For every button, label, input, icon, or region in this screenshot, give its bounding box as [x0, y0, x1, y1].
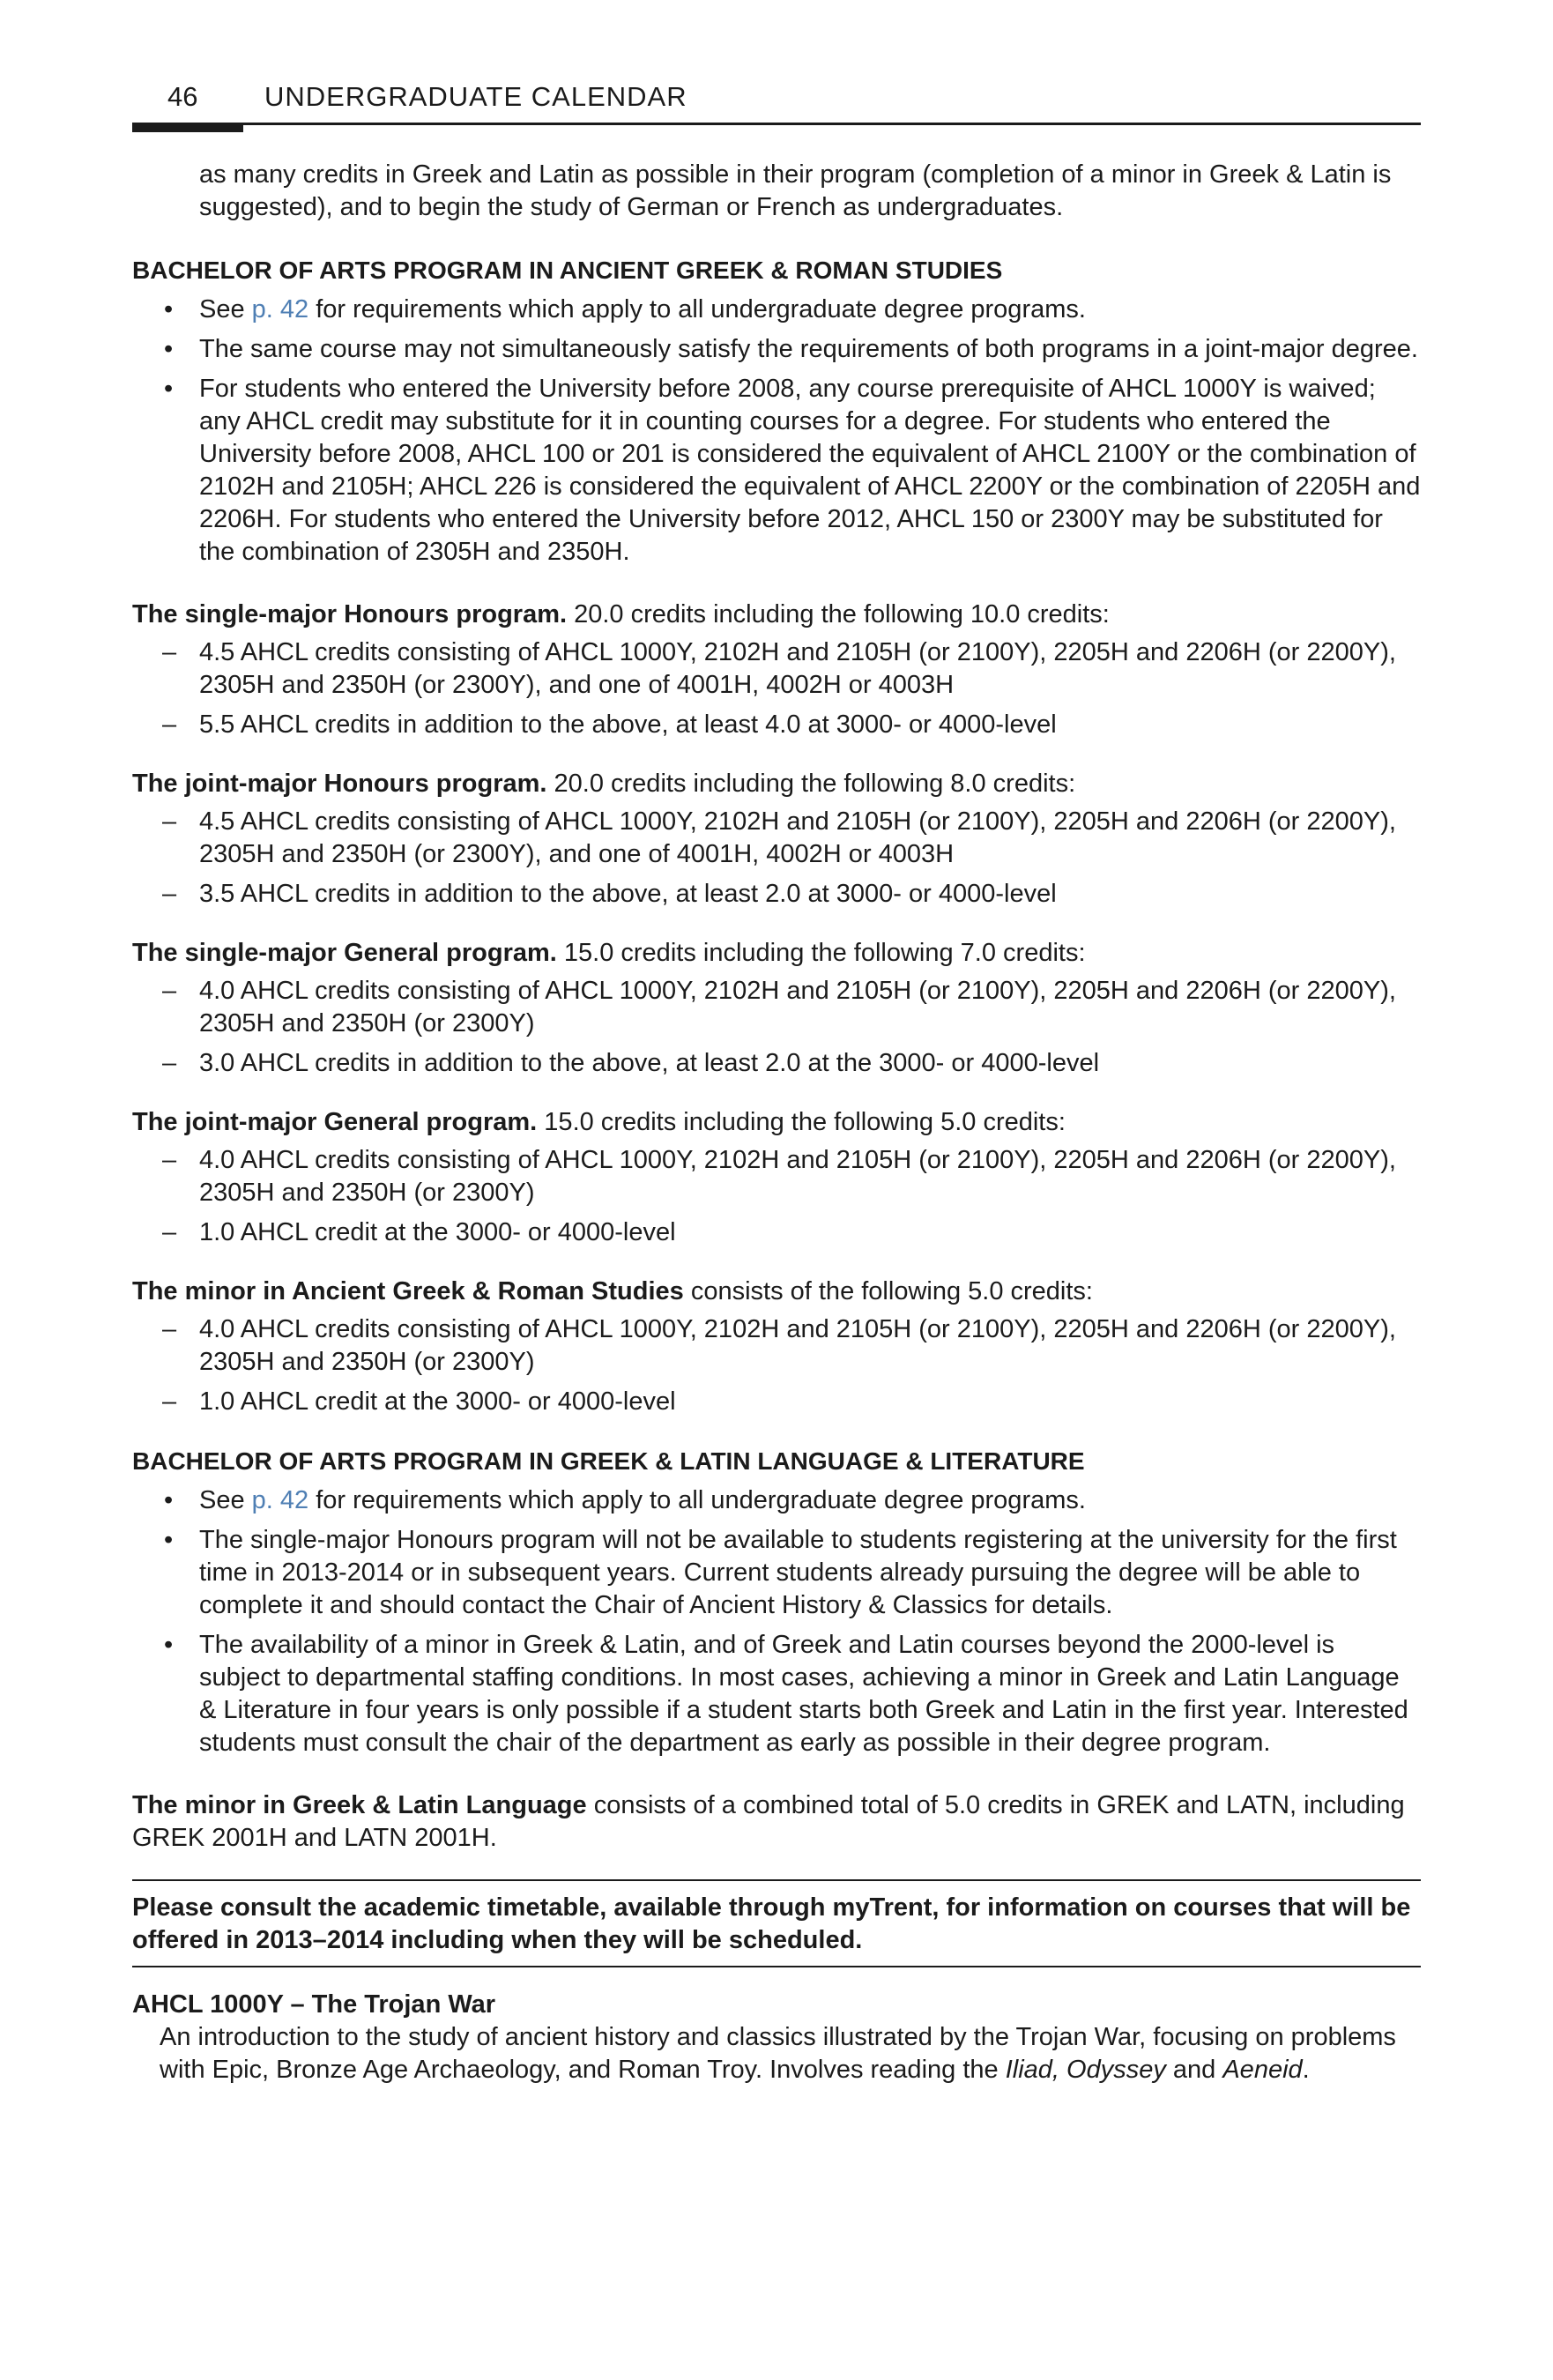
list-item: – 5.5 AHCL credits in addition to the above, at least 4.0 at 3000- or 4000-level: [132, 709, 1421, 741]
list-item: – 1.0 AHCL credit at the 3000- or 4000-level: [132, 1216, 1421, 1249]
list-item: – 3.5 AHCL credits in addition to the above, at least 2.0 at 3000- or 4000-level: [132, 878, 1421, 911]
page-content: [132, 159, 1421, 2086]
list-item: – 4.5 AHCL credits consisting of AHCL 1000Y, 2102H and 2105H (or 2100Y), 2205H and 2206H (or 2200Y), 2305H and 2350H (or 2300Y), and one of 4001H, 4002H or 4003H: [132, 636, 1421, 702]
running-title: UNDERGRADUATE CALENDAR: [264, 81, 687, 112]
section2-bullets: [132, 1484, 1421, 1759]
program-title-line: The single-major General program. 15.0 credits including the following 7.0 credits:: [132, 939, 1086, 967]
requirement-list: [132, 1144, 1421, 1249]
list-item: – 4.5 AHCL credits consisting of AHCL 1000Y, 2102H and 2105H (or 2100Y), 2205H and 2206H (or 2200Y), 2305H and 2350H (or 2300Y), and one of 4001H, 4002H or 4003H: [132, 806, 1421, 871]
section-heading-ancient-greek-roman: BACHELOR OF ARTS PROGRAM IN ANCIENT GREEK & ROMAN STUDIES: [132, 257, 1003, 284]
program-title-line: The joint-major Honours program. 20.0 credits including the following 8.0 credits:: [132, 770, 1076, 798]
list-item: – 4.0 AHCL credits consisting of AHCL 1000Y, 2102H and 2105H (or 2100Y), 2205H and 2206H (or 2200Y), 2305H and 2350H (or 2300Y): [132, 1144, 1421, 1209]
program-title: The joint-major Honours program.: [132, 770, 547, 798]
list-item: • The single-major Honours program will not be available to students registering at the university for the first time in 2013-2014 or in subsequent years. Current students already pursuing the degree will be able to complete it and should contact the Chair of Ancient History & Classics for details.: [132, 1524, 1421, 1622]
list-item: – 4.0 AHCL credits consisting of AHCL 1000Y, 2102H and 2105H (or 2100Y), 2205H and 2206H (or 2200Y), 2305H and 2350H (or 2300Y): [132, 975, 1421, 1040]
requirement-list: [132, 1313, 1421, 1418]
page-number: 46: [167, 81, 198, 112]
header-rule: [132, 123, 1421, 125]
program-block: [132, 1276, 1421, 1418]
requirement-list: [132, 806, 1421, 911]
list-item: • The same course may not simultaneously satisfy the requirements of both programs in a joint-major degree.: [132, 333, 1421, 366]
minor-greek-latin: The minor in Greek & Latin Language consists of a combined total of 5.0 credits in GREK and LATN, including GREK 2001H and LATN 2001H.: [132, 1791, 1405, 1852]
program-title: The minor in Greek & Latin Language: [132, 1791, 587, 1819]
program-title-line: The joint-major General program. 15.0 credits including the following 5.0 credits:: [132, 1108, 1066, 1136]
list-item: – 1.0 AHCL credit at the 3000- or 4000-level: [132, 1386, 1421, 1418]
section-heading-greek-latin: BACHELOR OF ARTS PROGRAM IN GREEK & LATIN LANGUAGE & LITERATURE: [132, 1447, 1085, 1475]
program-block: [132, 768, 1421, 911]
program-block: [132, 599, 1421, 741]
list-item: • See p. 42 for requirements which apply to all undergraduate degree programs.: [132, 294, 1421, 326]
list-item: • The availability of a minor in Greek & Latin, and of Greek and Latin courses beyond the 2000-level is subject to departmental staffing conditions. In most cases, achieving a minor in Greek and Latin Language & Literature in four years is only possible if a student starts both Greek and Latin in the first year. Interested students must consult the chair of the department as early as possible in their degree program.: [132, 1629, 1421, 1759]
program-title-line: The single-major Honours program. 20.0 credits including the following 10.0 credits:: [132, 600, 1110, 628]
course-title: AHCL 1000Y – The Trojan War: [132, 1990, 496, 2019]
header-tab-bar: [132, 123, 243, 132]
list-item: • For students who entered the University before 2008, any course prerequisite of AHCL 1000Y is waived; any AHCL credit may substitute for it in counting courses for a degree. For students who entered the University before 2008, AHCL 100 or 201 is considered the equivalent of AHCL 2100Y or the combination of 2102H and 2105H; AHCL 226 is considered the equivalent of AHCL 2200Y or the combination of 2205H and 2206H. For students who entered the University before 2012, AHCL 150 or 2300Y may be substituted for the combination of 2305H and 2350H.: [132, 373, 1421, 569]
list-item: – 3.0 AHCL credits in addition to the above, at least 2.0 at the 3000- or 4000-level: [132, 1047, 1421, 1080]
page-link[interactable]: p. 42: [251, 295, 309, 324]
course-entry: [132, 1989, 1421, 2086]
list-item: • See p. 42 for requirements which apply to all undergraduate degree programs.: [132, 1484, 1421, 1517]
requirement-list: [132, 975, 1421, 1080]
intro-paragraph: as many credits in Greek and Latin as possible in their program (completion of a minor in Greek & Latin is suggested), and to begin the study of German or French as undergraduates.: [199, 160, 1392, 221]
program-title-line: The minor in Ancient Greek & Roman Studies consists of the following 5.0 credits:: [132, 1277, 1093, 1305]
course-description: An introduction to the study of ancient history and classics illustrated by the Trojan War, focusing on problems with Epic, Bronze Age Archaeology, and Roman Troy. Involves reading the Iliad, Odyssey and Aeneid.: [160, 2023, 1396, 2084]
timetable-notice: Please consult the academic timetable, available through myTrent, for information on courses that will be offered in 2013–2014 including when they will be scheduled.: [132, 1879, 1421, 1967]
program-title: The joint-major General program.: [132, 1108, 538, 1136]
list-item: – 4.0 AHCL credits consisting of AHCL 1000Y, 2102H and 2105H (or 2100Y), 2205H and 2206H (or 2200Y), 2305H and 2350H (or 2300Y): [132, 1313, 1421, 1379]
section1-bullets: [132, 294, 1421, 569]
program-title: The single-major General program.: [132, 939, 557, 967]
program-block: [132, 937, 1421, 1080]
page-header: [132, 81, 1421, 132]
requirement-list: [132, 636, 1421, 741]
program-block: [132, 1106, 1421, 1249]
program-title: The minor in Ancient Greek & Roman Studies: [132, 1277, 684, 1305]
page-link[interactable]: p. 42: [251, 1486, 309, 1514]
program-title: The single-major Honours program.: [132, 600, 568, 628]
